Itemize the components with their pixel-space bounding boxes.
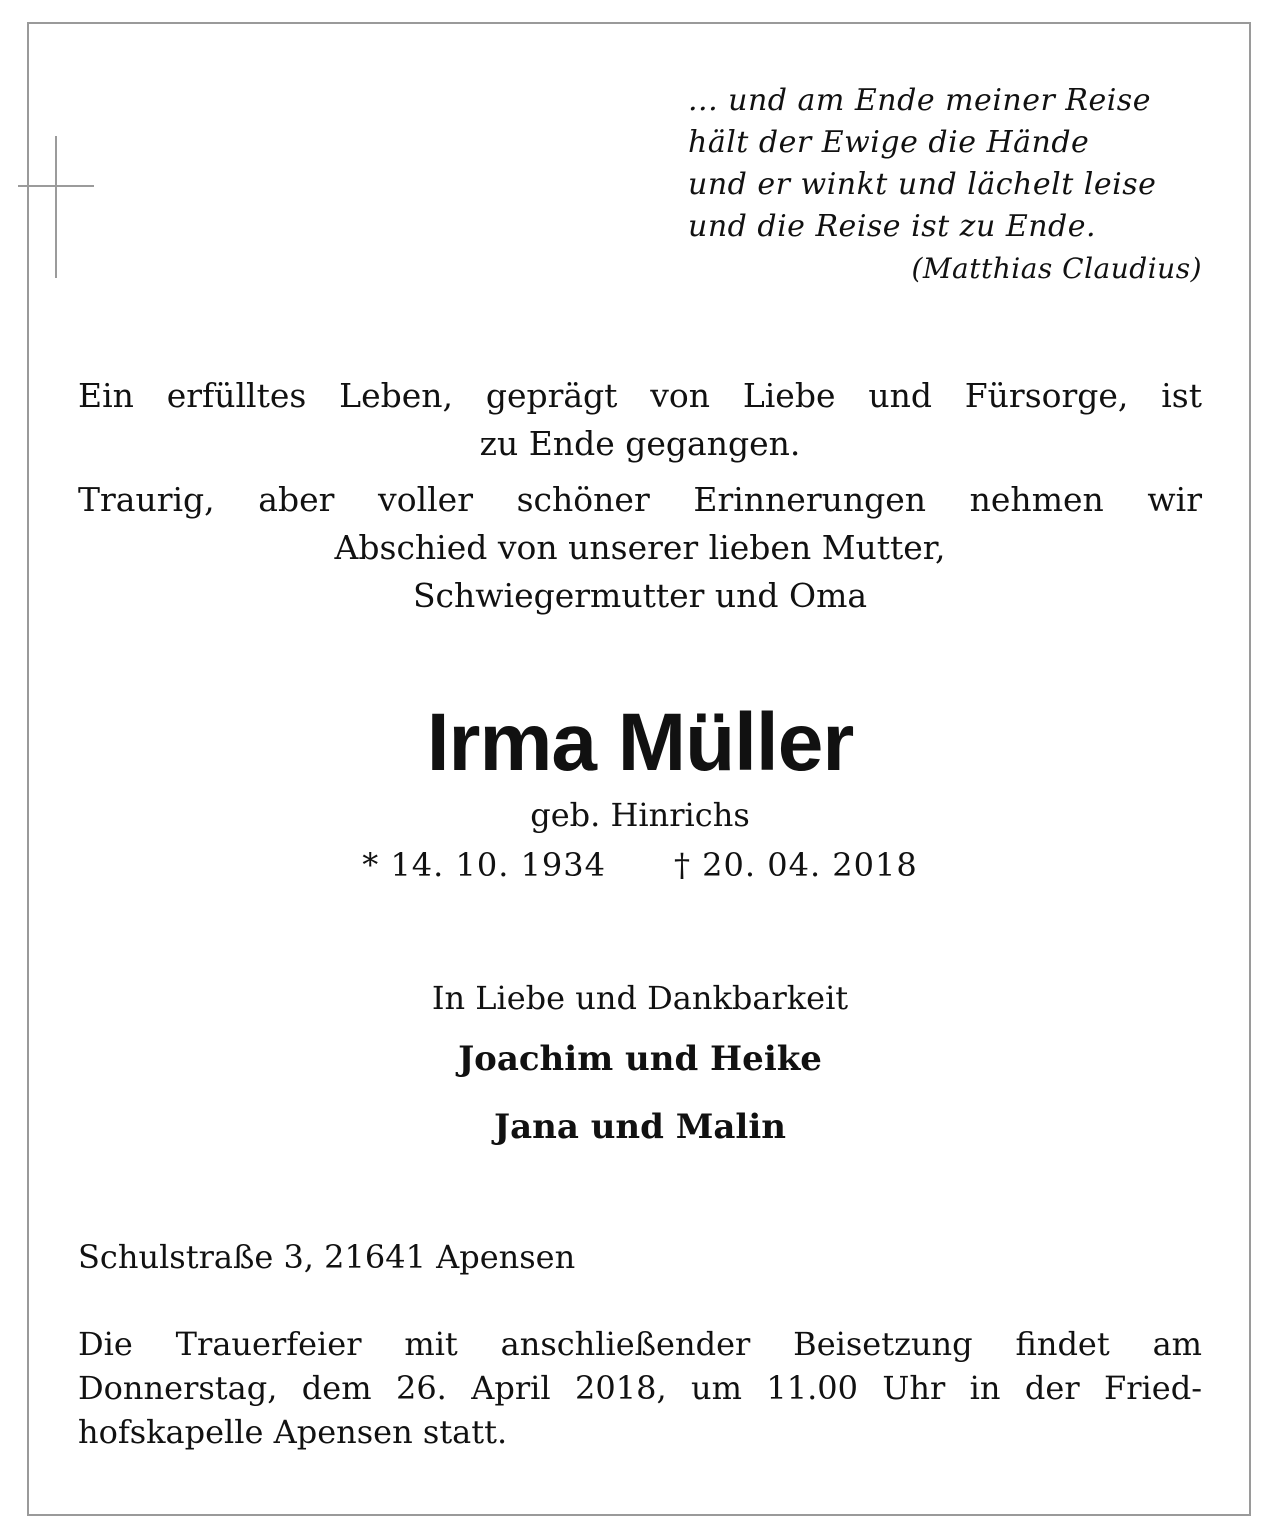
- mourner-names: Jana und Malin: [494, 1107, 786, 1147]
- intro-line: Traurig, aber voller schöner Erinnerungen nehmen wir: [78, 480, 1202, 519]
- intro-line: Abschied von unserer lieben Mutter,: [334, 528, 946, 567]
- cross-icon: [18, 128, 94, 278]
- poem-line: ... und am Ende meiner Reise: [688, 83, 1151, 118]
- birth-date: * 14. 10. 1934: [362, 846, 606, 884]
- service-line: hofskapelle Apensen statt.: [78, 1413, 508, 1451]
- intro-line: Schwiegermutter und Oma: [412, 576, 868, 615]
- intro-text: [78, 372, 1202, 620]
- intro-line: zu Ende gegangen.: [479, 424, 801, 463]
- poem-quote: [688, 80, 1208, 290]
- deceased-name: Irma Müller: [426, 697, 854, 788]
- maiden-name: geb. Hinrichs: [530, 796, 750, 834]
- closing-phrase: In Liebe und Dankbarkeit: [431, 979, 849, 1017]
- mourner-names: Joachim und Heike: [458, 1039, 822, 1079]
- poem-line: hält der Ewige die Hände: [688, 125, 1090, 160]
- death-date: † 20. 04. 2018: [674, 846, 918, 884]
- service-line: Die Trauerfeier mit anschließender Beisetzung findet am: [78, 1325, 1202, 1363]
- address: Schulstraße 3, 21641 Apensen: [78, 1238, 576, 1276]
- poem-line: und er winkt und lächelt leise: [688, 167, 1157, 202]
- life-dates: [78, 842, 1202, 888]
- service-info: [78, 1322, 1202, 1454]
- poem-author: (Matthias Claudius): [911, 252, 1202, 285]
- poem-line: und die Reise ist zu Ende.: [688, 209, 1097, 244]
- intro-line: Ein erfülltes Leben, geprägt von Liebe und Fürsorge, ist: [78, 376, 1202, 415]
- service-line: Donnerstag, dem 26. April 2018, um 11.00 Uhr in der Fried-: [78, 1369, 1202, 1407]
